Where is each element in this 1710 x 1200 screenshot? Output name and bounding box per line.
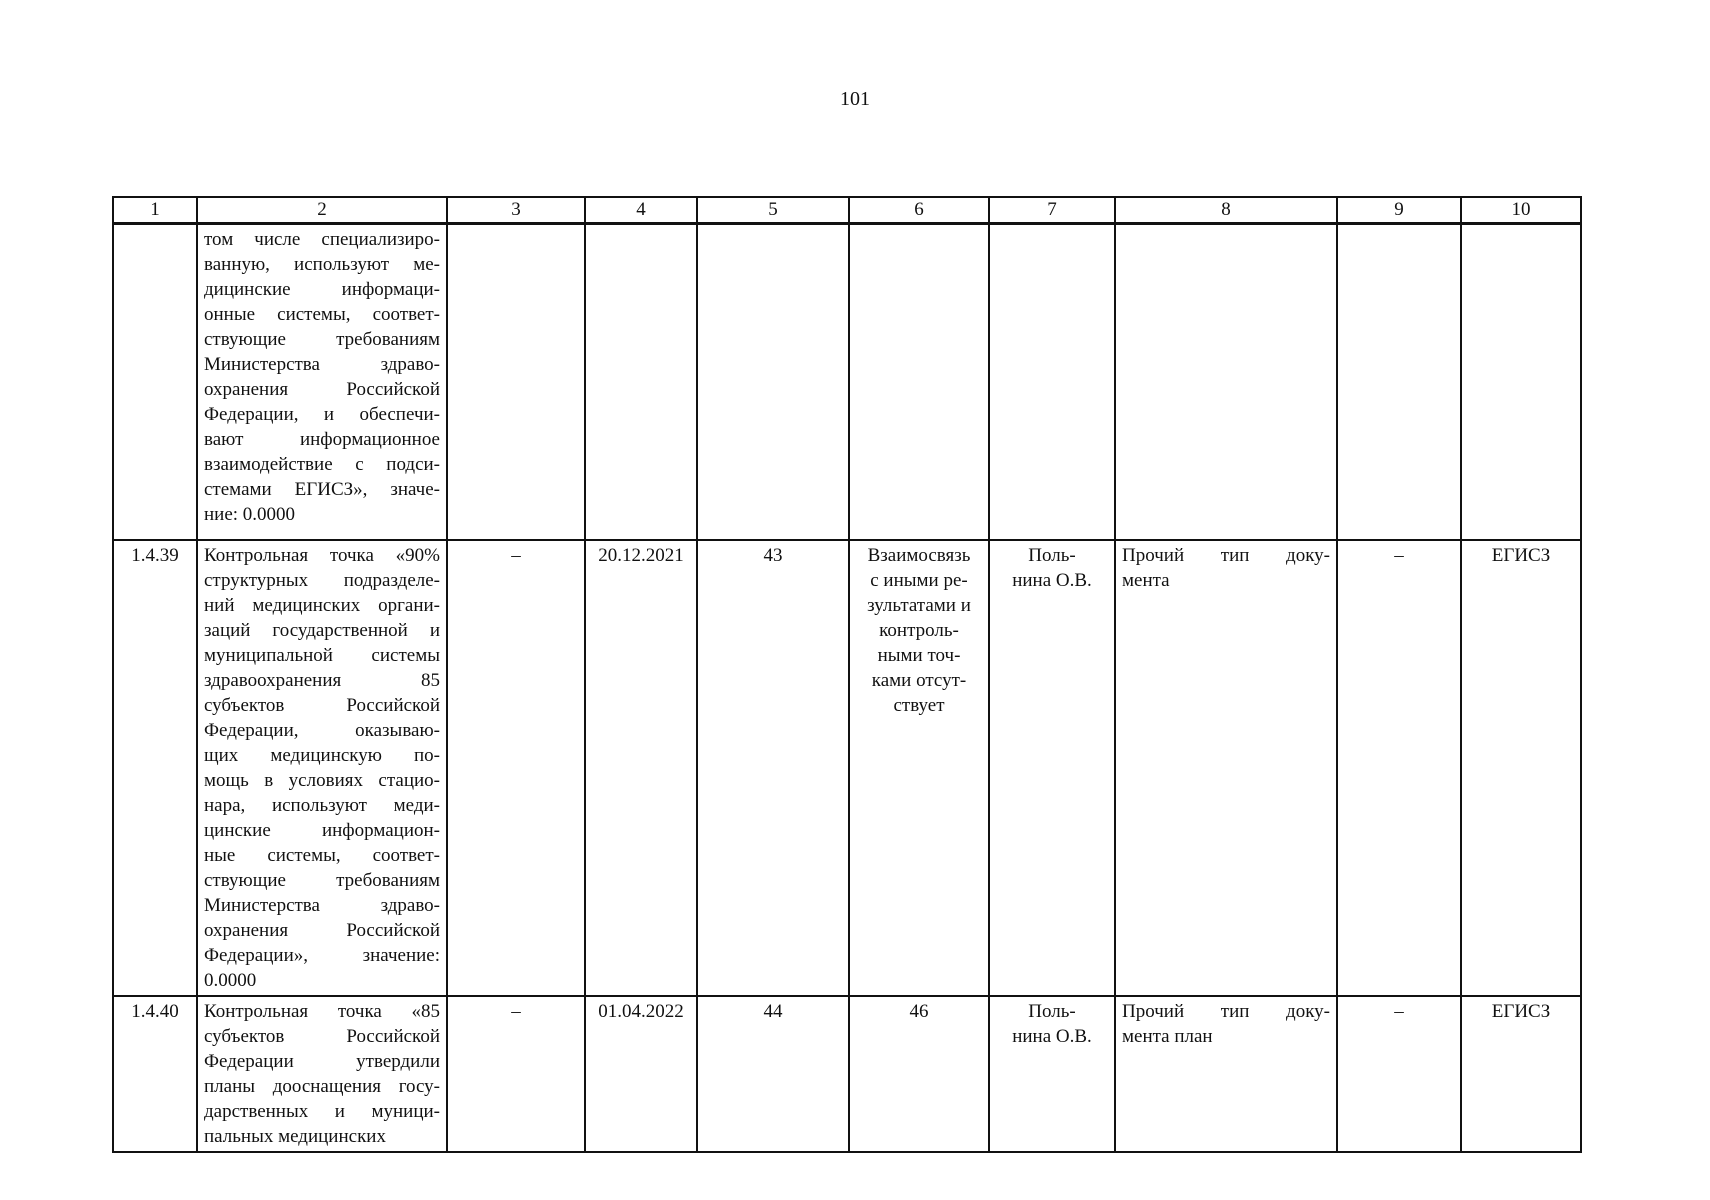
header-cell: 4 [585, 197, 697, 224]
text-line: нина О.В. [1012, 1026, 1092, 1047]
cell-number: 1.4.39 [113, 540, 197, 996]
header-cell: 10 [1461, 197, 1581, 224]
text-line: ние: 0.0000 [204, 504, 296, 525]
header-cell: 6 [849, 197, 989, 224]
text-line: Федерации, оказываю- [204, 720, 440, 741]
cell-col5: 43 [697, 540, 849, 996]
text-line: субъектов Российской [204, 1026, 440, 1047]
text-line: 0.0000 [204, 970, 257, 991]
header-cell: 2 [197, 197, 447, 224]
cell-date [585, 224, 697, 541]
header-cell: 8 [1115, 197, 1337, 224]
text-line: Контрольная точка «90% [204, 545, 440, 566]
header-cell: 1 [113, 197, 197, 224]
table-row [113, 540, 1581, 996]
cell-system: ЕГИСЗ [1461, 996, 1581, 1152]
cell-doc-type [1115, 996, 1337, 1152]
cell-col6 [849, 996, 989, 1152]
text-line: Федерации утвердили [204, 1051, 440, 1072]
document-table [112, 196, 1582, 1153]
cell-number [113, 224, 197, 541]
text-line: Прочий тип доку- [1122, 545, 1330, 566]
cell-responsible [989, 540, 1115, 996]
text-line: здравоохранения 85 [204, 670, 440, 691]
text-line: ствует [893, 695, 945, 716]
text-line: Прочий тип доку- [1122, 1001, 1330, 1022]
text-line: Взаимосвязь [867, 545, 971, 566]
header-cell: 3 [447, 197, 585, 224]
text-line: вают информационное [204, 429, 440, 450]
text-line: ствующие требованиям [204, 870, 440, 891]
text-line: заций государственной и [204, 620, 440, 641]
cell-col9 [1337, 224, 1461, 541]
text-line: взаимодействие с подси- [204, 454, 440, 475]
text-line: ванную, используют ме- [204, 254, 440, 275]
cell-system [1461, 224, 1581, 541]
text-line: дарственных и муници- [204, 1101, 440, 1122]
text-line: онные системы, соответ- [204, 304, 440, 325]
cell-relation [849, 540, 989, 996]
cell-date: 01.04.2022 [585, 996, 697, 1152]
text-line: с иными ре- [870, 570, 968, 591]
text-line: планы дооснащения госу- [204, 1076, 440, 1097]
text-line: Федерации, и обеспечи- [204, 404, 440, 425]
text-line: структурных подразделе- [204, 570, 440, 591]
text-line: нара, используют меди- [204, 795, 440, 816]
header-cell: 9 [1337, 197, 1461, 224]
text-line: контроль- [879, 620, 959, 641]
page-number: 101 [840, 88, 870, 110]
text-line: ками отсут- [871, 670, 967, 691]
text-line: Поль- [1028, 545, 1076, 566]
cell-col3 [447, 224, 585, 541]
cell-col3: – [447, 540, 585, 996]
text-line: субъектов Российской [204, 695, 440, 716]
text-line: щих медицинскую по- [204, 745, 440, 766]
text-line: ний медицинских органи- [204, 595, 440, 616]
cell-number: 1.4.40 [113, 996, 197, 1152]
cell-responsible [989, 996, 1115, 1152]
text-line: Контрольная точка «85 [204, 1001, 440, 1022]
text-line: охранения Российской [204, 920, 440, 941]
cell-date: 20.12.2021 [585, 540, 697, 996]
text-line: стемами ЕГИСЗ», значе- [204, 479, 440, 500]
text-line: мощь в условиях стацио- [204, 770, 440, 791]
text-line: мента [1122, 570, 1170, 591]
text-line: охранения Российской [204, 379, 440, 400]
header-row [113, 197, 1581, 224]
text-line: Министерства здраво- [204, 895, 440, 916]
cell-doc-type [1115, 540, 1337, 996]
text-line: мента план [1122, 1026, 1213, 1047]
text-line: Министерства здраво- [204, 354, 440, 375]
cell-col6 [849, 224, 989, 541]
text-line: муниципальной системы [204, 645, 440, 666]
text-line: цинские информацион- [204, 820, 440, 841]
header-cell: 7 [989, 197, 1115, 224]
header-cell: 5 [697, 197, 849, 224]
text-line: Поль- [1028, 1001, 1076, 1022]
text-line: том числе специализиро- [204, 229, 440, 250]
text-line: ствующие требованиям [204, 329, 440, 350]
table-row [113, 224, 1581, 541]
cell-description [197, 996, 447, 1152]
text-line: пальных медицинских [204, 1126, 386, 1147]
cell-col3: – [447, 996, 585, 1152]
text-line: зультатами и [867, 595, 971, 616]
cell-col5: 44 [697, 996, 849, 1152]
table-row [113, 996, 1581, 1152]
cell-doc-type [1115, 224, 1337, 541]
cell-col9: – [1337, 540, 1461, 996]
cell-description [197, 540, 447, 996]
text-line: дицинские информаци- [204, 279, 440, 300]
cell-col9: – [1337, 996, 1461, 1152]
cell-description [197, 224, 447, 541]
cell-col5 [697, 224, 849, 541]
text-line: ные системы, соответ- [204, 845, 440, 866]
cell-responsible [989, 224, 1115, 541]
text-line: ными точ- [877, 645, 961, 666]
text-line: 46 [909, 1001, 929, 1022]
text-line: Федерации», значение: [204, 945, 440, 966]
text-line: нина О.В. [1012, 570, 1092, 591]
cell-system: ЕГИСЗ [1461, 540, 1581, 996]
